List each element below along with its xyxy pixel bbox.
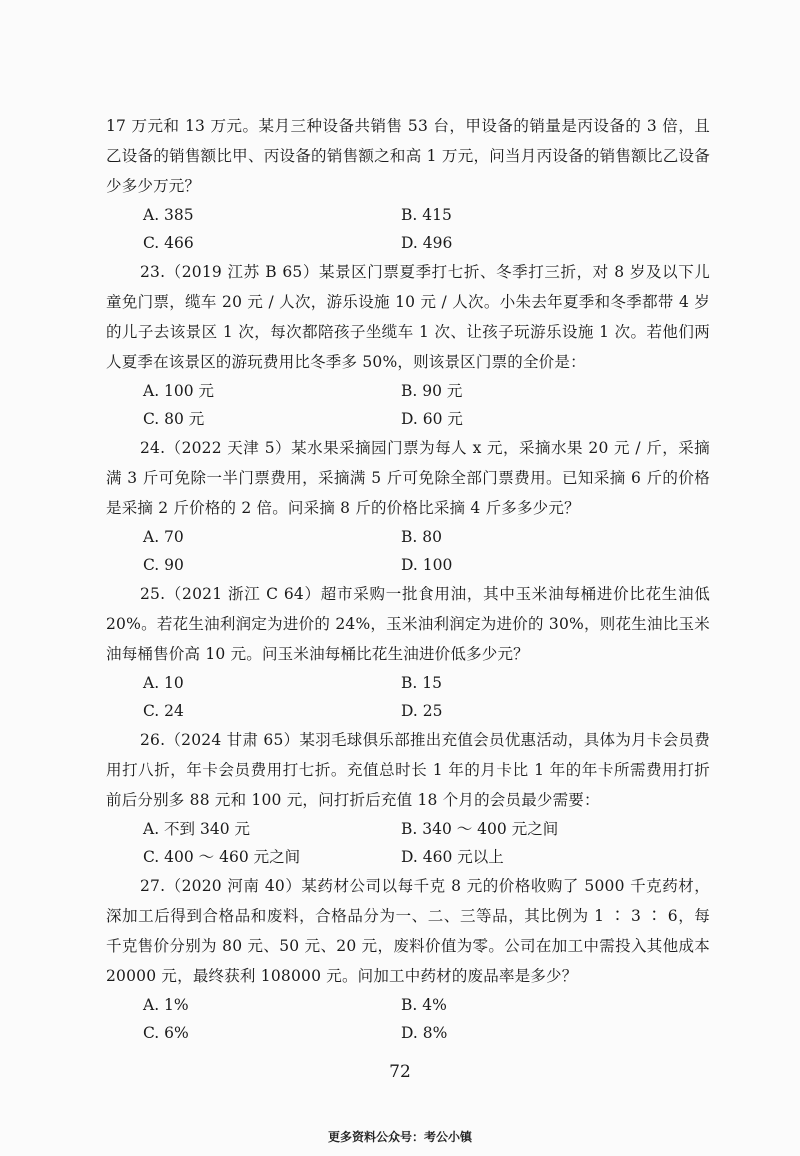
options-row xyxy=(106,991,710,1019)
option-a: A. 100 元 xyxy=(143,382,215,400)
options-row xyxy=(106,229,710,257)
question-26: 26.（2024 甘肃 65）某羽毛球俱乐部推出充值会员优惠活动，具体为月卡会员费用打八折，年卡会员费用打七折。充值总时长 1 年的月卡比 1 年的年卡所需费用打折前后分别多 88 元和 100 元，问打折后充值 18 个月的会员最少需要： xyxy=(106,731,710,809)
option-c: C. 466 xyxy=(143,234,194,252)
option-b: B. 15 xyxy=(401,674,442,692)
question-24: 24.（2022 天津 5）某水果采摘园门票为每人 x 元，采摘水果 20 元 / 斤，采摘满 3 斤可免除一半门票费用，采摘满 5 斤可免除全部门票费用。已知采摘 6 斤的价格是采摘 2 斤价格的 2 倍。问采摘 8 斤的价格比采摘 4 斤多多少元？ xyxy=(106,439,710,517)
options-row xyxy=(106,697,710,725)
options-row xyxy=(106,523,710,551)
option-c: C. 90 xyxy=(143,556,184,574)
question-27: 27.（2020 河南 40）某药材公司以每千克 8 元的价格收购了 5000 千克药材，深加工后得到合格品和废料，合格品分为一、二、三等品，其比例为 1 ∶ 3 ∶ 6，每千克售价分别为 80 元、50 元、20 元，废料价值为零。公司在加工中需投入其他成本 20000 元，最终获利 108000 元。问加工中药材的废品率是多少？ xyxy=(106,877,710,985)
options-row xyxy=(106,377,710,405)
option-b: B. 340 ～ 400 元之间 xyxy=(401,820,559,838)
options-row xyxy=(106,815,710,843)
question-23: 23.（2019 江苏 B 65）某景区门票夏季打七折、冬季打三折，对 8 岁及以下儿童免门票，缆车 20 元 / 人次，游乐设施 10 元 / 人次。小朱去年夏季和冬季都带 4 岁的儿子去该景区 1 次，每次都陪孩子坐缆车 1 次、让孩子玩游乐设施 1 次。若他们两人夏季在该景区的游玩费用比冬季多 50%，则该景区门票的全价是： xyxy=(106,263,710,371)
options-row xyxy=(106,551,710,579)
options-row xyxy=(106,201,710,229)
page-content xyxy=(106,111,710,1047)
page-number: 72 xyxy=(389,1062,411,1082)
options-row xyxy=(106,1019,710,1047)
option-a: A. 70 xyxy=(143,528,184,546)
option-b: B. 90 元 xyxy=(401,382,463,400)
option-d: D. 60 元 xyxy=(401,410,463,428)
option-b: B. 415 xyxy=(401,206,452,224)
options-row xyxy=(106,669,710,697)
option-a: A. 1% xyxy=(143,996,189,1014)
option-d: D. 496 xyxy=(401,234,453,252)
option-d: D. 25 xyxy=(401,702,443,720)
option-a: A. 385 xyxy=(143,206,194,224)
footer-note: 更多资料公众号：考公小镇 xyxy=(327,1130,472,1144)
option-d: D. 100 xyxy=(401,556,453,574)
option-c: C. 6% xyxy=(143,1024,189,1042)
options-row xyxy=(106,405,710,433)
option-d: D. 460 元以上 xyxy=(401,848,504,866)
question-25: 25.（2021 浙江 C 64）超市采购一批食用油，其中玉米油每桶进价比花生油低 20%。若花生油利润定为进价的 24%，玉米油利润定为进价的 30%，则花生油比玉米油每桶售价高 10 元。问玉米油每桶比花生油进价低多少元？ xyxy=(106,585,710,663)
option-a: A. 不到 340 元 xyxy=(143,820,250,838)
option-b: B. 80 xyxy=(401,528,442,546)
option-a: A. 10 xyxy=(143,674,184,692)
option-b: B. 4% xyxy=(401,996,447,1014)
option-c: C. 80 元 xyxy=(143,410,205,428)
question-22-continuation: 17 万元和 13 万元。某月三种设备共销售 53 台，甲设备的销量是丙设备的 3 倍，且乙设备的销售额比甲、丙设备的销售额之和高 1 万元，问当月丙设备的销售额比乙设备少多少万元？ xyxy=(106,117,710,195)
option-d: D. 8% xyxy=(401,1024,448,1042)
option-c: C. 24 xyxy=(143,702,184,720)
options-row xyxy=(106,843,710,871)
option-c: C. 400 ～ 460 元之间 xyxy=(143,848,301,866)
